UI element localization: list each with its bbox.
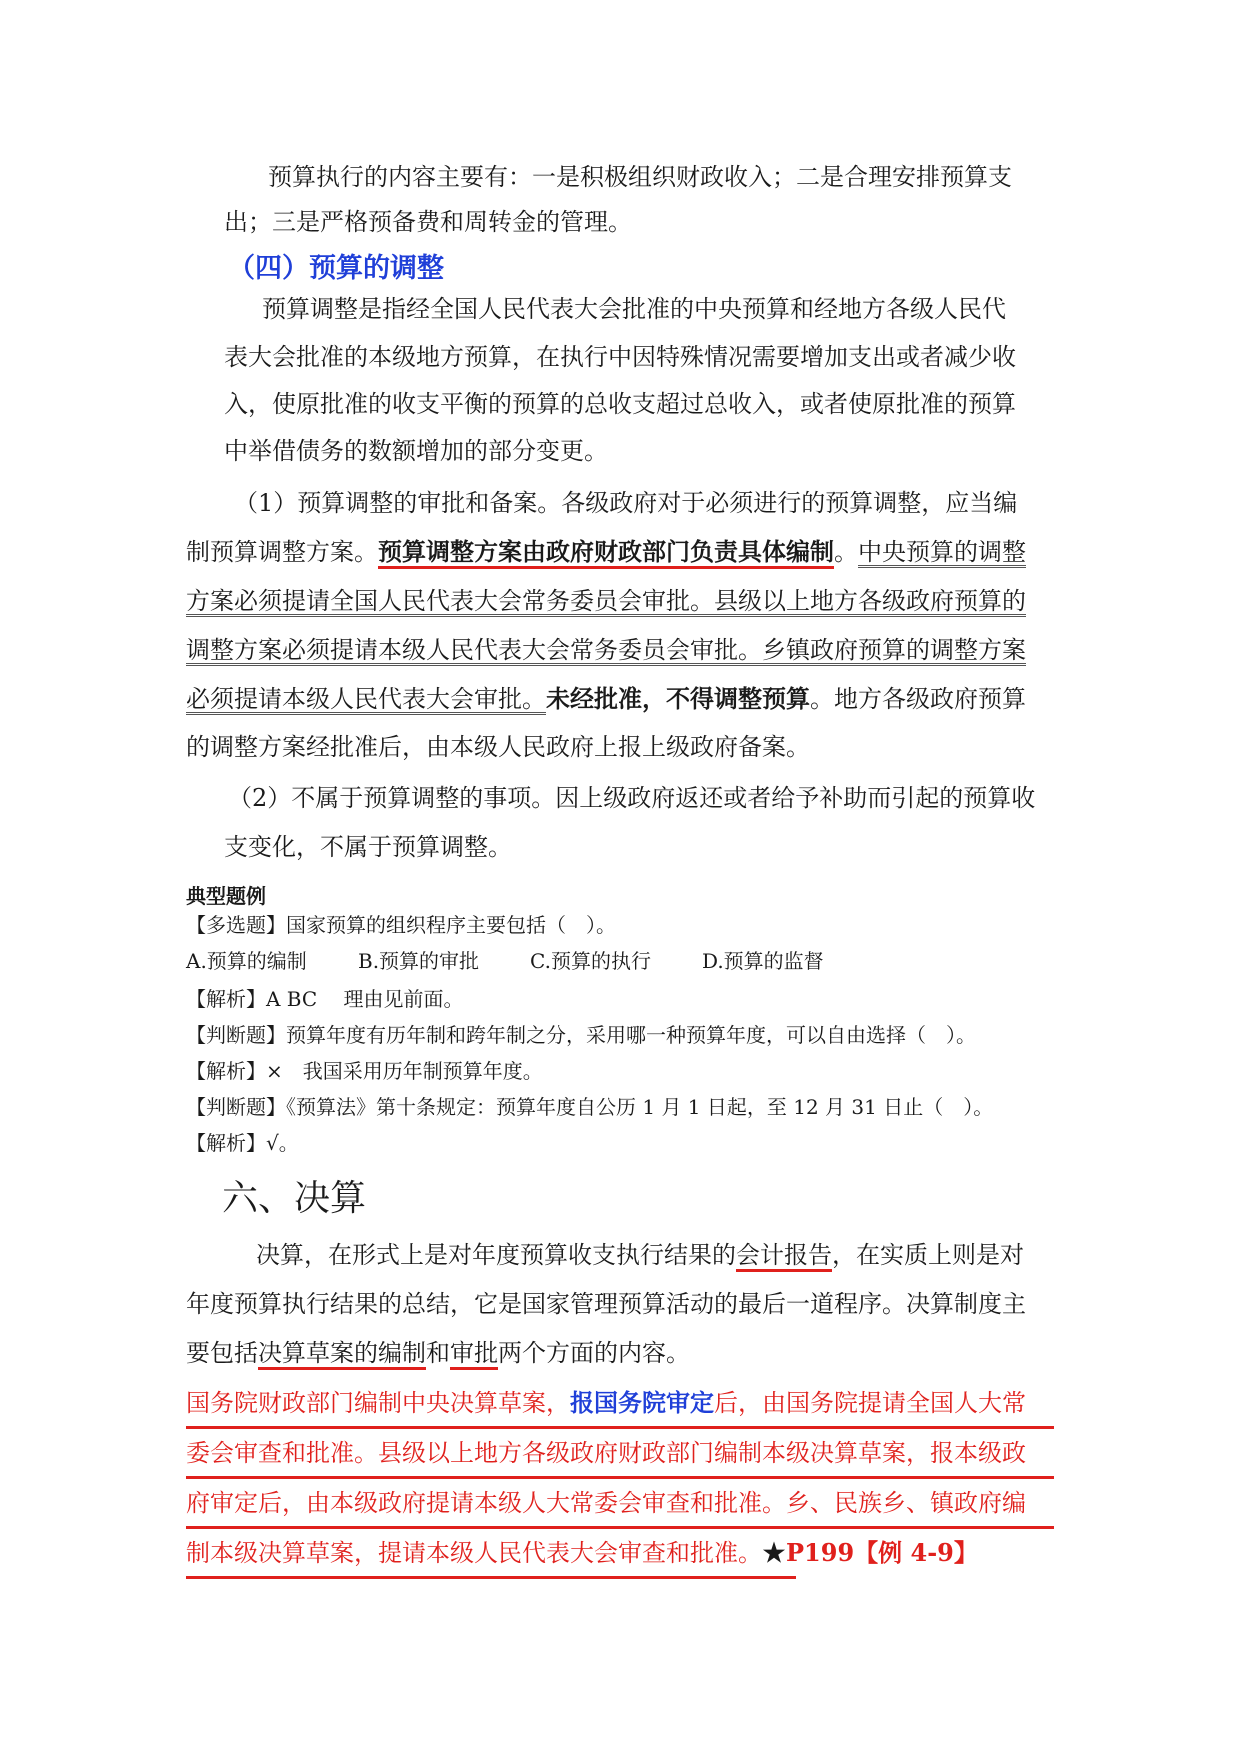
execution-line-2: 出；三是严格预备费和周转金的管理。 — [224, 208, 632, 236]
item1-line5-bold: 未经批准，不得调整预算 — [546, 684, 810, 713]
red-line-1 — [186, 1386, 1026, 1420]
final-line3-c: 两个方面的内容。 — [498, 1339, 690, 1367]
final-line-1 — [256, 1238, 1024, 1272]
example-q1-option-b: B.预算的审批 — [358, 949, 480, 973]
final-line3-underlined-2: 审批 — [450, 1339, 498, 1367]
example-q1-option-d: D.预算的监督 — [702, 949, 824, 973]
item1-line-1: （1）预算调整的审批和备案。各级政府对于必须进行的预算调整，应当编 — [234, 489, 1018, 517]
red-line-2: 委会审查和批准。县级以上地方各级政府财政部门编制本级决算草案，报本级政 — [186, 1439, 1026, 1467]
red-line4-reference: P199【例 4-9】 — [786, 1538, 978, 1567]
example-q1-option-c: C.预算的执行 — [530, 949, 651, 973]
example-a3: 【解析】√。 — [186, 1131, 299, 1155]
execution-line-1: 预算执行的内容主要有：一是积极组织财政收入；二是合理安排预算支 — [268, 163, 1012, 191]
final-line1-a: 决算，在形式上是对年度预算收支执行结果的 — [256, 1241, 736, 1269]
red-line-3: 府审定后，由本级政府提请本级人大常委会审查和批准。乡、民族乡、镇政府编 — [186, 1489, 1026, 1517]
adjust-line-4: 中举借债务的数额增加的部分变更。 — [224, 437, 608, 465]
red-line1-blue: 报国务院审定 — [570, 1388, 714, 1417]
item2-line-1: （2）不属于预算调整的事项。因上级政府返还或者给予补助而引起的预算收 — [228, 784, 1036, 812]
adjust-line-3: 入，使原批准的收支平衡的预算的总收支超过总收入，或者使原批准的预算 — [224, 390, 1016, 418]
item1-line2-tail: 。 — [834, 538, 858, 566]
final-line1-b: ，在实质上则是对 — [832, 1241, 1024, 1269]
example-a1: 【解析】A BC 理由见前面。 — [186, 987, 464, 1011]
final-line3-underlined-1: 决算草案的编制 — [258, 1339, 426, 1367]
adjust-line-2: 表大会批准的本级地方预算，在执行中因特殊情况需要增加支出或者减少收 — [224, 343, 1016, 371]
example-q1-option-a: A.预算的编制 — [186, 949, 307, 973]
item1-line2-plain: 制预算调整方案。 — [186, 538, 378, 566]
example-a2: 【解析】× 我国采用历年制预算年度。 — [186, 1059, 543, 1083]
item1-line-3: 方案必须提请全国人民代表大会常务委员会审批。县级以上地方各级政府预算的 — [186, 587, 1026, 615]
adjust-line-1: 预算调整是指经全国人民代表大会批准的中央预算和经地方各级人民代 — [262, 295, 1006, 323]
example-q1: 【多选题】国家预算的组织程序主要包括（ ）。 — [186, 913, 616, 937]
example-q3: 【判断题】《预算法》第十条规定：预算年度自公历 1 月 1 日起，至 12 月 31 日止（ ）。 — [186, 1095, 994, 1119]
final-line-3 — [186, 1336, 690, 1370]
red-line1-b: 后，由国务院提请全国人大常 — [714, 1389, 1026, 1417]
red-underline-3 — [186, 1526, 1054, 1529]
examples-title: 典型题例 — [186, 884, 266, 908]
item1-line-6: 的调整方案经批准后，由本级人民政府上报上级政府备案。 — [186, 733, 810, 761]
section-six-heading: 六、决算 — [222, 1178, 367, 1219]
red-line-4 — [186, 1536, 978, 1570]
item1-line-4: 调整方案必须提请本级人民代表大会常务委员会审批。乡镇政府预算的调整方案 — [186, 636, 1026, 664]
final-line3-a: 要包括 — [186, 1339, 258, 1367]
final-line-2: 年度预算执行结果的总结，它是国家管理预算活动的最后一道程序。决算制度主 — [186, 1290, 1026, 1318]
item2-line-2: 支变化，不属于预算调整。 — [224, 833, 512, 861]
red-underline-1 — [186, 1426, 1054, 1429]
item1-line2-bold: 预算调整方案由政府财政部门负责具体编制 — [378, 537, 834, 566]
red-underline-2 — [186, 1476, 1054, 1479]
item1-line2-underlined: 中央预算的调整 — [858, 538, 1026, 566]
final-line1-underlined: 会计报告 — [736, 1241, 832, 1269]
example-q2: 【判断题】预算年度有历年制和跨年制之分，采用哪一种预算年度，可以自由选择（ ）。 — [186, 1023, 976, 1047]
red-underline-4 — [186, 1576, 796, 1579]
item1-line-2 — [186, 535, 1026, 569]
final-line3-b: 和 — [426, 1339, 450, 1367]
star-icon: ★ — [762, 1539, 786, 1567]
red-line4-a: 制本级决算草案，提请本级人民代表大会审查和批准。 — [186, 1539, 762, 1567]
item1-line5-plain: 。地方各级政府预算 — [810, 685, 1026, 713]
item1-line-5 — [186, 682, 1026, 716]
section-four-heading: （四）预算的调整 — [228, 253, 444, 284]
red-line1-a: 国务院财政部门编制中央决算草案， — [186, 1389, 570, 1417]
item1-line5-underlined: 必须提请本级人民代表大会审批。 — [186, 685, 546, 713]
